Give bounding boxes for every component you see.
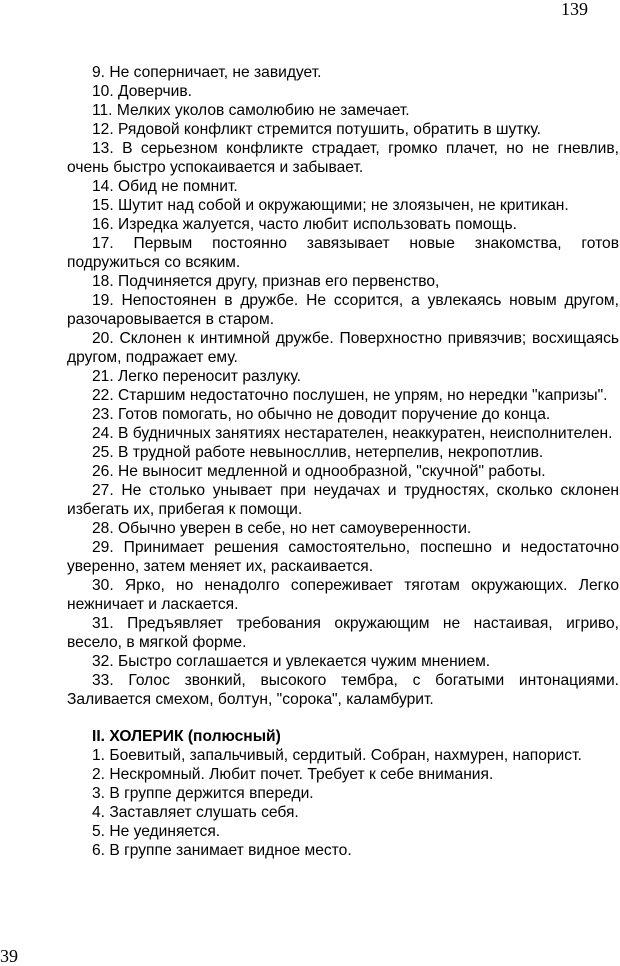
list-item: 28. Обычно уверен в себе, но нет самоуверенности. (92, 520, 472, 537)
list-item: 23. Готов помогать, но обычно не доводит поручение до конца. (92, 406, 551, 423)
list-item: 31. Предъявляет требования окружающим не настаивая, игриво, весело, в мягкой форме. (67, 615, 619, 651)
trait-list-choleric (67, 746, 619, 860)
list-item: 3. В группе держится впереди. (92, 785, 314, 802)
list-item: 1. Боевитый, запальчивый, сердитый. Собран, нахмурен, напорист. (92, 747, 582, 764)
list-item: 16. Изредка жалуется, часто любит использовать помощь. (92, 216, 517, 233)
section-heading: II. ХОЛЕРИК (полюсный) (92, 728, 281, 745)
list-item: 33. Голос звонкий, высокого тембра, с богатыми интонациями. Заливается смехом, болтун, "сорока", каламбурит. (67, 672, 619, 708)
list-item: 2. Нескромный. Любит почет. Требует к себе внимания. (92, 766, 494, 783)
list-item: 10. Доверчив. (92, 83, 192, 100)
list-item: 17. Первым постоянно завязывает новые знакомства, готов подружиться со всяким. (67, 235, 619, 271)
list-item: 27. Не столько унывает при неудачах и трудностях, сколько склонен избегать их, прибегая к помощи. (67, 482, 619, 518)
trait-list-sanguine (67, 63, 619, 709)
list-item: 4. Заставляет слушать себя. (92, 804, 299, 821)
page-body (67, 63, 619, 860)
list-item: 14. Обид не помнит. (92, 178, 238, 195)
list-item: 6. В группе занимает видное место. (92, 842, 352, 859)
list-item: 20. Склонен к интимной дружбе. Поверхностно привязчив; восхищаясь другом, подражает ему. (67, 330, 619, 366)
list-item: 32. Быстро соглашается и увлекается чужим мнением. (92, 653, 491, 670)
list-item: 13. В серьезном конфликте страдает, громко плачет, но не гневлив, очень быстро успокаивается и забывает. (67, 140, 619, 176)
list-item: 15. Шутит над собой и окружающими; не злоязычен, не критикан. (92, 197, 569, 214)
list-item: 29. Принимает решения самостоятельно, поспешно и недостаточно уверенно, затем меняет их, раскаивается. (67, 539, 619, 575)
list-item: 12. Рядовой конфликт стремится потушить, обратить в шутку. (92, 121, 541, 138)
list-item: 24. В будничных занятиях нестарателен, неаккуратен, неисполнителен. (92, 425, 613, 442)
list-item: 22. Старшим недостаточно послушен, не упрям, но нередки "капризы". (92, 387, 608, 404)
list-item: 11. Мелких уколов самолюбию не замечает. (92, 102, 410, 119)
list-item: 18. Подчиняется другу, признав его первенство, (92, 273, 440, 290)
list-item: 19. Непостоянен в дружбе. Не ссорится, а увлекаясь новым другом, разочаровывается в старом. (67, 292, 619, 328)
list-item: 25. В трудной работе невыносллив, нетерпелив, некропотлив. (92, 444, 544, 461)
list-item: 5. Не уединяется. (92, 823, 221, 840)
corner-page-mark: 39 (0, 946, 18, 966)
list-item: 21. Легко переносит разлуку. (92, 368, 301, 385)
list-item: 26. Не выносит медленной и однообразной, "скучной" работы. (92, 463, 546, 480)
list-item: 30. Ярко, но ненадолго сопереживает тяготам окружающих. Легко нежничает и ласкается. (67, 577, 619, 613)
page-number: 139 (561, 0, 588, 19)
list-item: 9. Не соперничает, не завидует. (92, 64, 322, 81)
